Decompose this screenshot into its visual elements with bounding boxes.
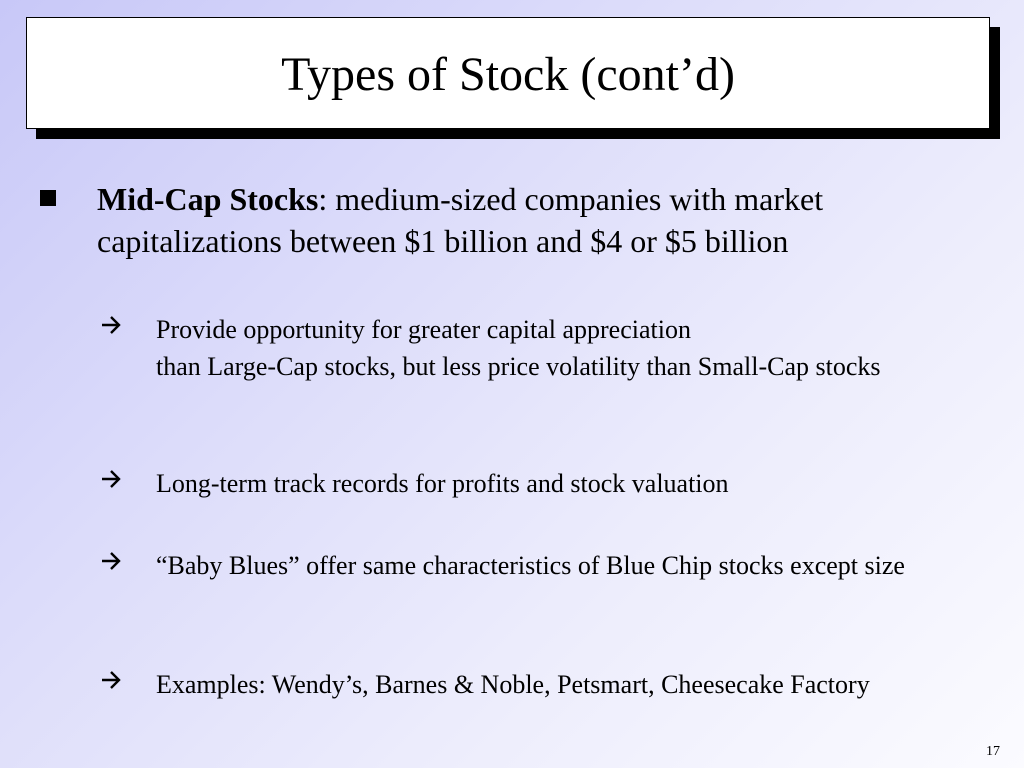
slide-title: Types of Stock (cont’d) [281, 48, 735, 101]
arrow-right-icon [100, 468, 122, 490]
sub-bullet-text: “Baby Blues” offer same characteristics of Blue Chip stocks except size [156, 551, 905, 580]
sub-bullet-text [156, 311, 996, 385]
sub-bullet-line-2: than Large-Cap stocks, but less price volatility than Small-Cap stocks [156, 352, 881, 381]
arrow-right-icon [100, 550, 122, 572]
main-bullet-separator: : [318, 181, 328, 217]
arrow-right-icon [100, 669, 122, 691]
square-bullet-icon [40, 190, 56, 206]
sub-bullet-text: Examples: Wendy’s, Barnes & Noble, Petsmart, Cheesecake Factory [156, 670, 870, 699]
title-box [26, 17, 990, 129]
sub-bullet-line-1: Provide opportunity for greater capital appreciation [156, 315, 691, 344]
arrow-right-icon [100, 314, 122, 336]
main-bullet-term: Mid-Cap Stocks [97, 181, 319, 217]
main-bullet-description: medium-sized companies with market capitalizations between $1 billion and $4 or $5 billion [97, 181, 824, 259]
page-number: 17 [986, 744, 1000, 759]
main-bullet-text [97, 178, 977, 262]
sub-bullet-text: Long-term track records for profits and stock valuation [156, 469, 729, 498]
